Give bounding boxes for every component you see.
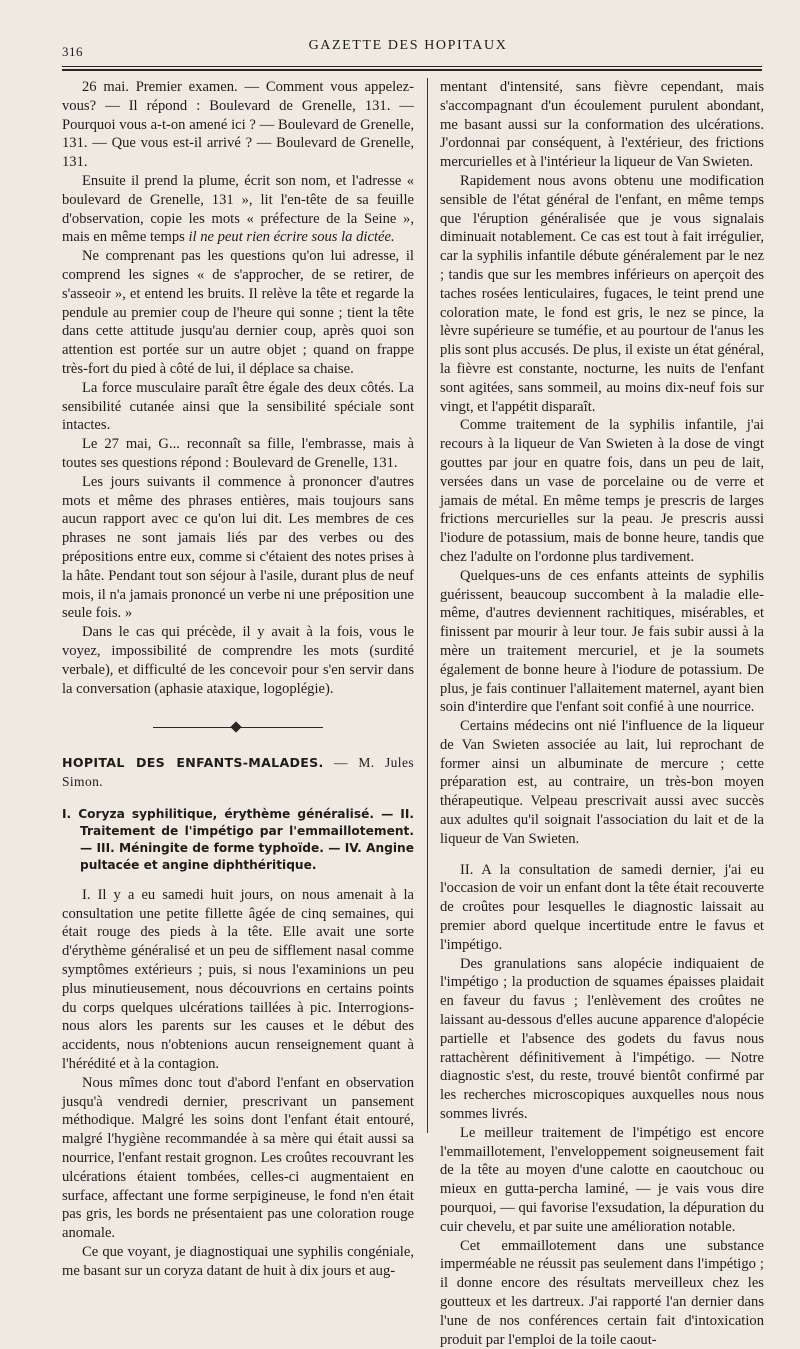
paragraph: Certains médecins ont nié l'influence de la liqueur de Van Swieten associée au lait, lui reprochant de former ainsi un albuminate de mercure ; cette préparation est, au contraire, un très-bon moyen thérapeutique. Velpeau prescrivait aussi avec succès aux adultes qu'il soignait l'association du lait et de la liqueur de Van Swieten. <box>440 718 764 847</box>
paragraph: mentant d'intensité, sans fièvre cependant, mais s'accompagnant d'un écoulement purulent abondant, me basant aussi sur la conformation des ulcérations. J'ordonnai par conséquent, à l'extérieur, des frictions mercurielles et à l'intérieur la liqueur de Van Swieten. <box>440 79 764 171</box>
right-column <box>440 78 764 1349</box>
column-divider <box>427 78 428 1133</box>
paragraph <box>62 172 414 247</box>
paragraph: Le 27 mai, G... reconnaît sa fille, l'embrasse, mais à toutes ses questions répond : Boulevard de Grenelle, 131. <box>62 436 414 471</box>
section-heading: HOPITAL DES ENFANTS-MALADES. <box>62 755 324 771</box>
left-column <box>62 78 414 1281</box>
paragraph: 26 mai. Premier examen. — Comment vous appelez-vous? — Il répond : Boulevard de Grenelle, 131. — Pourquoi vous a-t-on amené ici ? — Boulevard de Grenelle, 131. — Que vous est-il arrivé ? — Boulevard de Grenelle, 131. <box>62 79 414 171</box>
header-rule-thick <box>62 69 762 71</box>
section-title <box>62 754 414 792</box>
paragraph: Le meilleur traitement de l'impétigo est encore l'emmaillotement, l'enveloppement soigneusement fait de la tête au moyen d'une calotte en caoutchouc ou mieux en gutta-percha laminé, — je vais vous dire pourquoi, — qui favorise l'exsudation, la dépuration du cuir chevelu, et par suite une amélioration notable. <box>440 1124 764 1235</box>
ornament-diamond-icon <box>230 722 241 733</box>
section-author: — M. Jules Simon. <box>62 755 415 790</box>
paragraph: Dans le cas qui précède, il y avait à la fois, vous le voyez, impossibilité de comprendre les mots (surdité verbale), et difficulté de les concevoir pour s'en servir dans la conversation (aphasie ataxique, logoplégie). <box>62 624 414 697</box>
paragraph-gap <box>440 849 764 861</box>
page-header <box>58 34 758 64</box>
paragraph: Ne comprenant pas les questions qu'on lui adresse, il comprend les signes « de s'approcher, de se retirer, de s'asseoir », et entend les bruits. Il relève la tête et regarde la pendule au premier coup de l'heure qui sonne ; tient la tête dans cette attitude jusqu'au dernier coup, après quoi son attention est portée sur un autre objet ; quand on frappe très-fort du pied à côté de lui, il déplace sa chaise. <box>62 248 414 377</box>
paragraph: Ce que voyant, je diagnostiquai une syphilis congéniale, me basant sur un coryza datant de huit à dix jours et aug- <box>62 1244 414 1279</box>
paragraph: Comme traitement de la syphilis infantile, j'ai recours à la liqueur de Van Swieten à la dose de vingt gouttes par jour en quatre fois, dans un peu de lait, versées dans un vase de porcelaine ou de verre et jamais de métal. En même temps je prescris de larges frictions mercurielles sur la peau. Je prescris aussi l'iodure de potassium, mais de bonne heure, tandis que chez l'adulte on l'ordonne plus tardivement. <box>440 417 764 565</box>
paragraph: La force musculaire paraît être égale des deux côtés. La sensibilité cutanée ainsi que la sensibilité spéciale sont intactes. <box>62 379 414 434</box>
paragraph: I. Il y a eu samedi huit jours, on nous amenait à la consultation une petite fillette âgée de cinq semaines, qui était rouge des pieds à la tête. Elle avait une sorte d'érythème généralisé et un peu de sifflement nasal comme symptômes extérieurs ; puis, si nous l'examinions un peu plus minutieusement, nous découvrions en certains points du corps quelques ulcérations taillées à pic. Interrogions-nous alors les parents sur les causes et le début des accidents, nous n'obtenions aucun renseignement quant à l'hérédité et à la contagion. <box>62 886 414 1073</box>
paragraph: Cet emmaillotement dans une substance imperméable ne réussit pas seulement dans l'impétigo ; il donne encore des résultats merveilleux chez les goutteux et les dartreux. J'ai rapporté l'an dernier dans l'une de nos conférences certain fait d'intoxication produit par l'emploi de la toile caout- <box>440 1237 764 1348</box>
paragraph: Des granulations sans alopécie indiquaient de l'impétigo ; la production de squames épaisses plaidait en faveur du favus ; l'enlèvement des croûtes ne laissant au-dessous d'elles aucune apparence d'alopécie partielle et l'absence des godets du favus nous rattachèrent définitivement à l'impétigo. — Notre diagnostic s'est, du reste, trouvé bientôt confirmé par les recherches microscopiques auxquelles nous nous sommes livrés. <box>440 955 764 1123</box>
page-number: 316 <box>62 44 83 59</box>
paragraph: Nous mîmes donc tout d'abord l'enfant en observation jusqu'à vendredi dernier, prescrivant un pansement méthodique. Malgré les soins dont l'enfant était entouré, malgré l'hygiène recommandée à sa mère qui était aussi sa nourrice, l'enfant restait grognon. Les croûtes recouvrant les ulcérations étaient tombées, celles-ci augmentaient en surface, affectant une forme serpigineuse, le fond n'en était pas gris, les bords ne présentaient pas une coloration rouge anomale. <box>62 1074 414 1242</box>
running-title: GAZETTE DES HOPITAUX <box>308 38 508 53</box>
paragraph: II. A la consultation de samedi dernier, j'ai eu l'occasion de voir un enfant dont la tête était recouverte de croûtes pour lesquelles le diagnostic laissait au premier abord quelque incertitude entre le favus et l'impétigo. <box>440 861 764 953</box>
paragraph-text: Ensuite il prend la plume, écrit son nom, et l'adresse « boulevard de Grenelle, 131 », lit l'en-tête de sa feuille d'observation, copie les mots « préfecture de la Seine », mais en même temps <box>62 172 414 246</box>
paragraph: Les jours suivants il commence à prononcer d'autres mots et même des phrases entières, mais toujours sans aucun rapport avec ce qu'on lui dit. Les membres de ces phrases ne sont jamais liés par des verbes ou des prépositions entre eux, comme si c'étaient des notes prises à la hâte. Pendant tout son séjour à l'asile, durant plus de neuf mois, il n'a jamais prononcé un verbe ni une préposition une seule fois. » <box>62 473 414 622</box>
header-rule <box>62 66 762 67</box>
section-ornament <box>153 722 323 732</box>
paragraph: Rapidement nous avons obtenu une modification sensible de l'état général de l'enfant, en même temps que l'éruption généralisée que je vous signalais diminuait notablement. Ce cas est tout à fait irrégulier, car la syphilis infantile débute généralement par le nez ; tandis que sur les membres inférieurs on aperçoit des taches rosées lenticulaires, fugaces, le teint prend une coloration mate, le fond est gris, le nez se pince, la lèvre supérieure se tuméfie, et au pourtour de l'anus les plis sont plus accusés. De plus, il existe un état général, la fièvre est constante, nocturne, les nuits de l'enfant sont agitées, sans sommeil, au moins dix-neuf fois sur vingt, et l'appétit disparaît. <box>440 172 764 415</box>
section-contents: I. Coryza syphilitique, érythème généralisé. — II. Traitement de l'impétigo par l'emmaillotement. — III. Méningite de forme typhoïde. — IV. Angine pultacée et angine diphthéritique. <box>62 806 414 872</box>
italic-phrase: il ne peut rien écrire sous la dictée. <box>188 229 395 246</box>
paragraph: Quelques-uns de ces enfants atteints de syphilis guérissent, beaucoup succombent à la maladie elle-même, d'autres deviennent rachitiques, misérables, et finissent par mourir à leur tour. Je fais subir aussi à la mère un traitement mercuriel, et je la soumets également de bonne heure à l'iodure de potassium. De plus, je fais continuer l'allaitement maternel, ayant bien soin d'interdire que l'enfant soit confié à une nourrice. <box>440 567 764 716</box>
